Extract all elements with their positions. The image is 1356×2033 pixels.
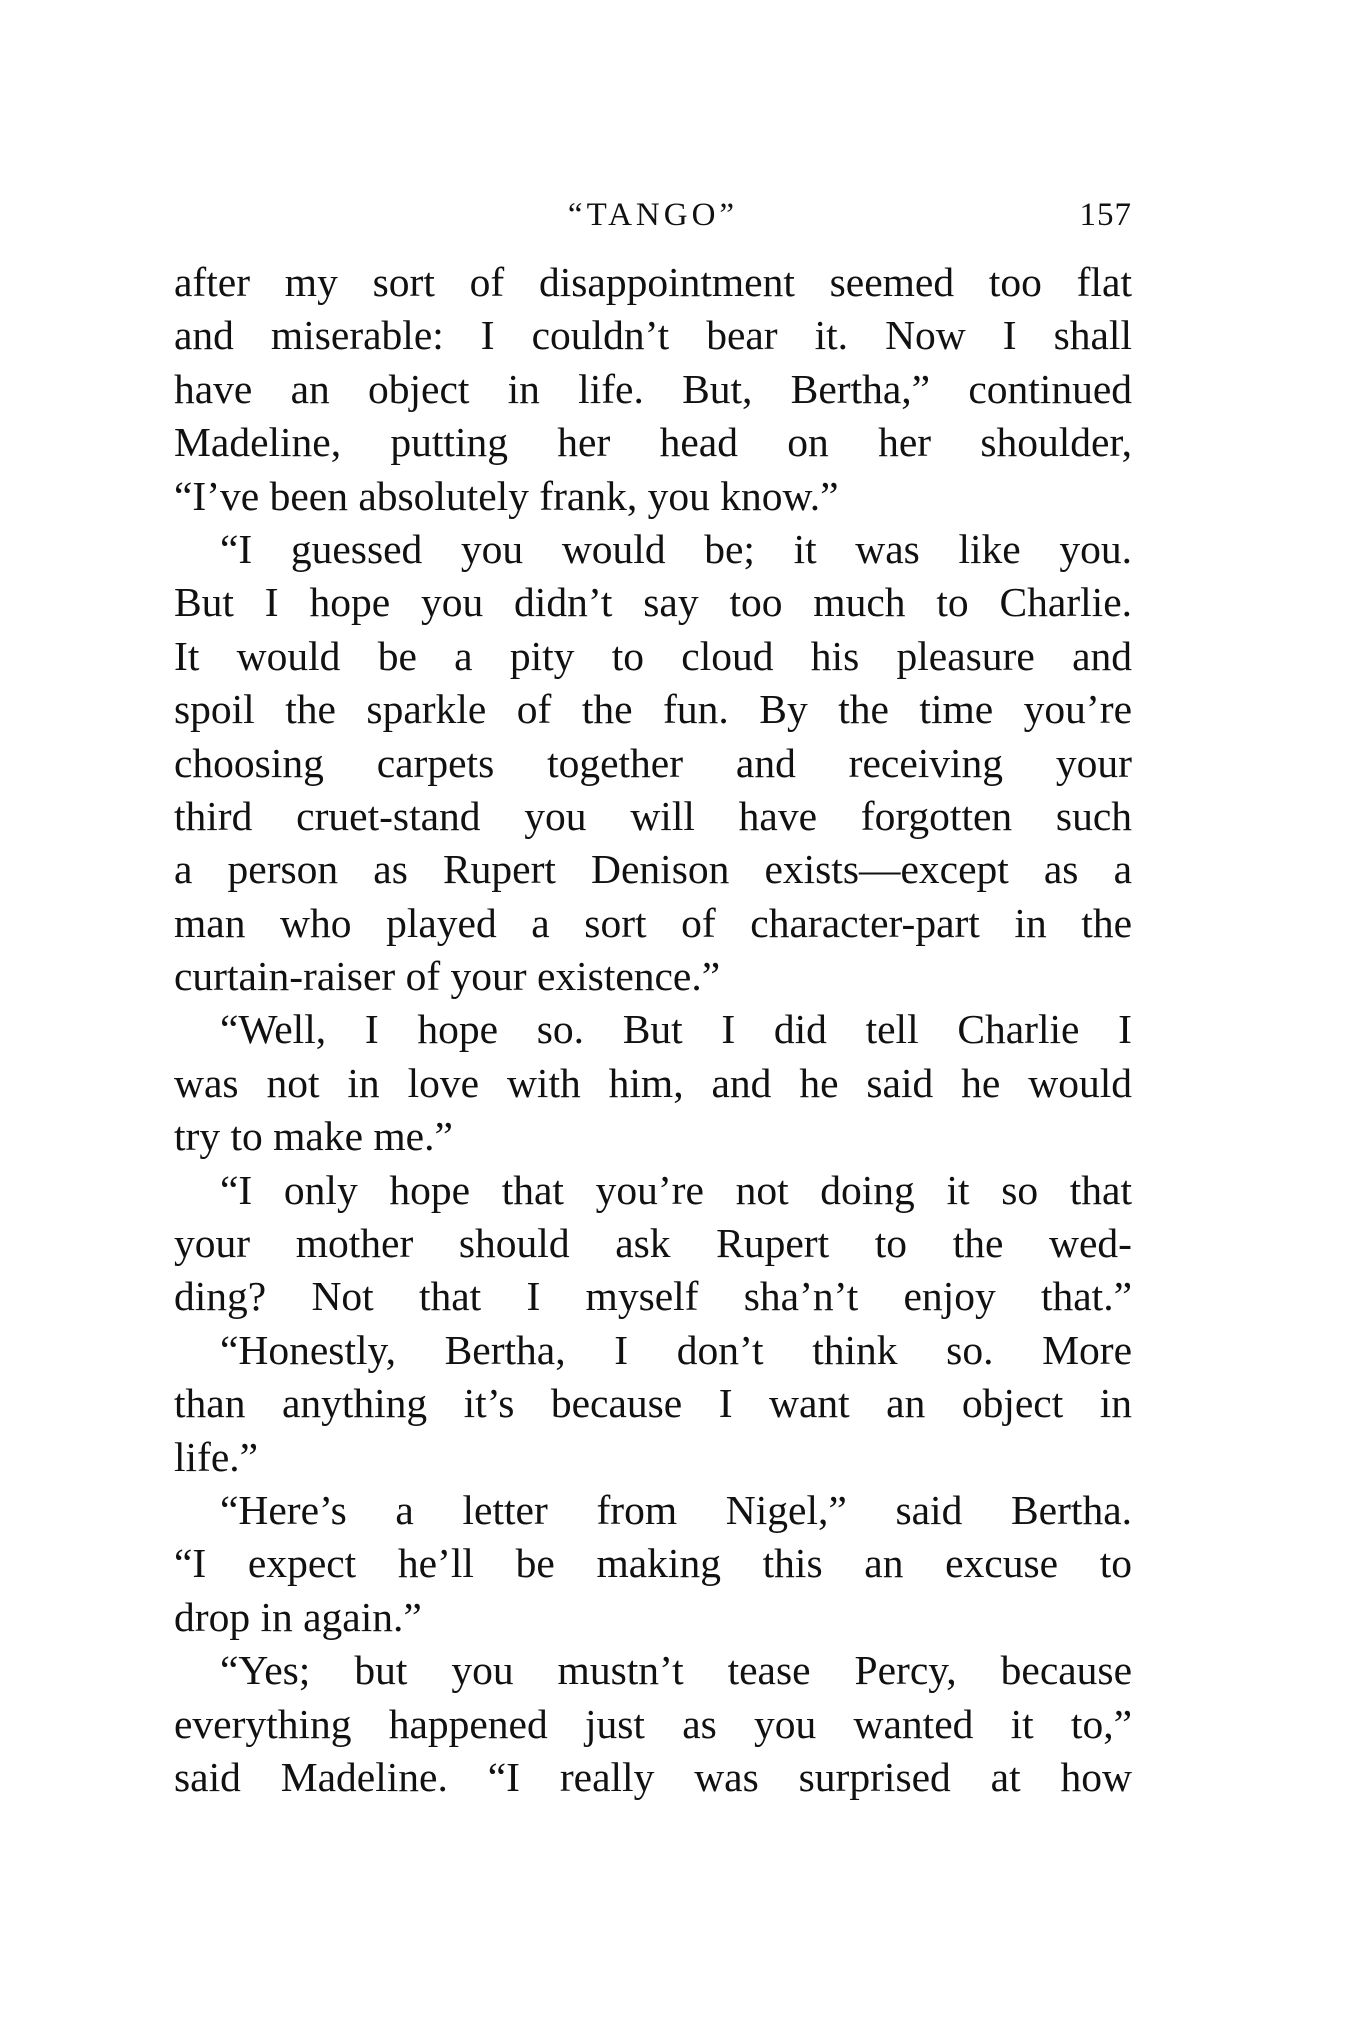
text-line: “Here’s a letter from Nigel,” said Bertha. <box>220 1486 1132 1533</box>
text-line: your mother should ask Rupert to the wed- <box>174 1220 1132 1267</box>
running-head <box>174 190 1132 240</box>
text-line: said Madeline. “I really was surprised at how <box>174 1753 1132 1800</box>
text-line: “Honestly, Bertha, I don’t think so. More <box>220 1326 1132 1373</box>
text-line: “I’ve been absolutely frank, you know.” <box>174 472 839 519</box>
text-line: It would be a pity to cloud his pleasure and <box>174 632 1132 679</box>
page-number: 157 <box>1079 197 1132 233</box>
text-line: spoil the sparkle of the fun. By the time you’re <box>174 686 1132 733</box>
text-line: “Well, I hope so. But I did tell Charlie I <box>220 1006 1132 1053</box>
body-text <box>174 256 1132 1804</box>
running-title: “TANGO” <box>567 197 739 233</box>
text-line: everything happened just as you wanted it to,” <box>174 1700 1132 1747</box>
text-line: “I guessed you would be; it was like you. <box>220 525 1132 572</box>
text-line: But I hope you didn’t say too much to Charlie. <box>174 579 1132 626</box>
text-line: life.” <box>174 1433 259 1480</box>
text-line: try to make me.” <box>174 1113 453 1160</box>
text-line: “I expect he’ll be making this an excuse to <box>174 1540 1132 1587</box>
text-line: third cruet-stand you will have forgotten such <box>174 792 1132 839</box>
text-line: choosing carpets together and receiving your <box>174 739 1132 786</box>
text-line: man who played a sort of character-part in the <box>174 899 1132 946</box>
text-line: than anything it’s because I want an object in <box>174 1380 1132 1427</box>
text-line: was not in love with him, and he said he would <box>174 1059 1132 1106</box>
text-line: have an object in life. But, Bertha,” continued <box>174 365 1132 412</box>
text-line: “Yes; but you mustn’t tease Percy, because <box>220 1647 1132 1694</box>
text-line: and miserable: I couldn’t bear it. Now I shall <box>174 312 1132 359</box>
text-line: drop in again.” <box>174 1593 422 1640</box>
text-line: after my sort of disappointment seemed too flat <box>174 259 1132 305</box>
text-line: curtain-raiser of your existence.” <box>174 953 721 1000</box>
text-line: a person as Rupert Denison exists—except as a <box>174 846 1132 893</box>
text-line: Madeline, putting her head on her shoulder, <box>174 419 1132 466</box>
text-line: ding? Not that I myself sha’n’t enjoy that.” <box>174 1273 1132 1320</box>
text-line: “I only hope that you’re not doing it so that <box>220 1166 1132 1213</box>
